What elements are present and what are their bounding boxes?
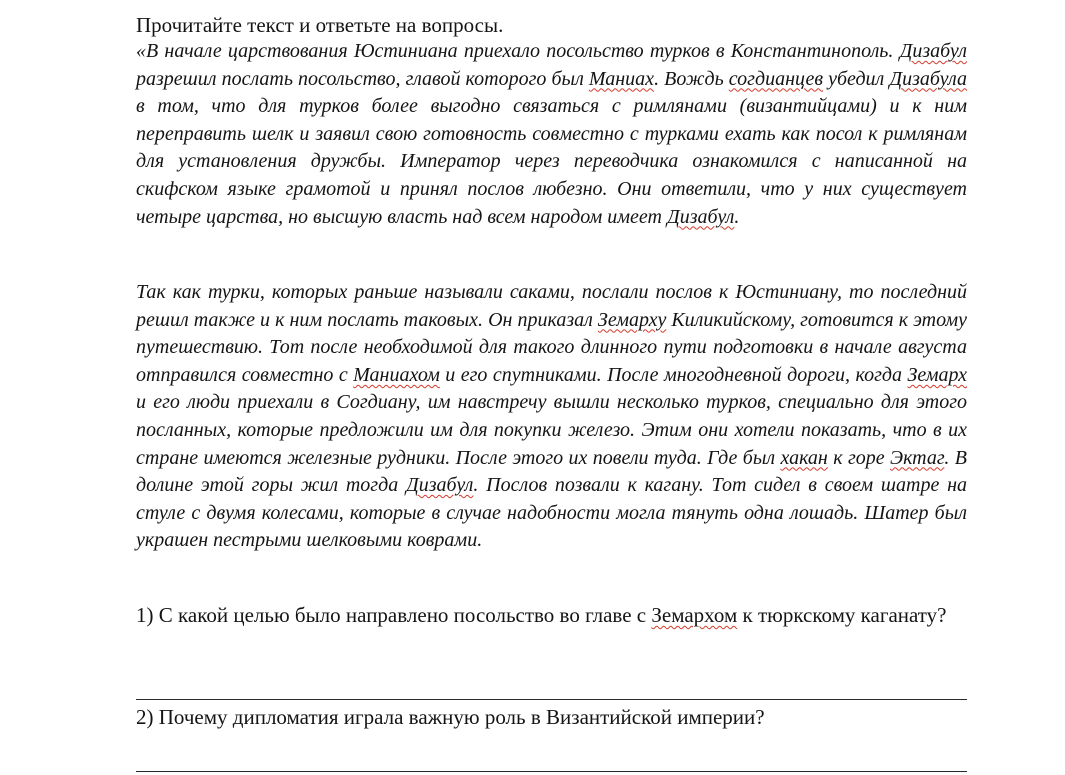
spellcheck-flagged-word: Земархом	[651, 603, 738, 627]
text-run: . Послов позвали к кагану. Тот сидел в своем шатре на стуле с двумя колесами, которые в случае надобности могла тянуть одна лошадь. Шатер был украшен пестрыми шелковыми коврами.	[136, 474, 968, 552]
question-2	[136, 703, 967, 731]
question-1	[136, 601, 967, 629]
text-run: 1) С какой целью было направлено посольство во главе с	[136, 603, 652, 627]
spellcheck-flagged-word: Маниахом	[353, 363, 440, 386]
text-run: к тюркскому каганату?	[737, 603, 947, 627]
spellcheck-flagged-word: Дизабул	[899, 40, 967, 62]
answer-line-2	[136, 771, 967, 772]
text-paragraph-2	[136, 279, 967, 555]
text-run: в том, что для турков более выгодно связаться с римлянами (византийцами) и к ним переправить шелк и заявил свою готовность совместно с турками ехать как посол к римлянам для установления дружбы. Император через переводчика ознакомился с написанной на скифском языке грамотой и принял послов любезно. Они ответили, что у них существует четыре царства, но высшую власть над всем народом имеет	[136, 95, 967, 228]
text-run: Так как турки, которых раньше называли саками, послали послов к Юстиниану, то последний решил также и к ним послать таковых. Он приказал	[136, 281, 967, 331]
text-run: разрешил послать посольство, главой которого был	[136, 67, 589, 90]
text-run: убедил	[823, 67, 890, 90]
spellcheck-flagged-word: Дизабул	[406, 474, 474, 497]
spellcheck-flagged-word: Земарху	[597, 308, 667, 331]
spellcheck-flagged-word: Дизабул	[667, 205, 735, 228]
spellcheck-flagged-word: Маниах	[588, 67, 655, 90]
text-run: и его спутниками. После многодневной дороги, когда	[439, 363, 908, 386]
spellcheck-flagged-word: Земарх	[907, 363, 967, 386]
instruction-heading: Прочитайте текст и ответьте на вопросы.	[136, 13, 504, 37]
answer-line-1	[136, 699, 967, 700]
text-paragraph-1	[136, 38, 967, 231]
spellcheck-flagged-word: согдианцев	[728, 67, 824, 90]
text-run: 2) Почему дипломатия играла важную роль в Византийской империи?	[136, 705, 765, 729]
text-run: к горе	[827, 446, 890, 469]
text-run: Киликийскому, готовится к этому путешествию. Тот после необходимой для такого длинного пути подготовки в начале августа отправился совместно с	[136, 308, 967, 386]
text-run: и его люди приехали в Согдиану, им навстречу вышли несколько турков, специально для этого посланных, которые предложили им для покупки железо. Этим они хотели показать, что в их стране имеются железные рудники. После этого их повели туда. Где был	[136, 391, 967, 469]
text-run: «В начале царствования Юстиниана приехало посольство турков в Константинополь.	[136, 40, 900, 62]
text-run: . В долине этой горы жил тогда	[136, 446, 967, 497]
text-run: . Вождь	[654, 67, 729, 90]
spellcheck-flagged-word: Дизабула	[889, 67, 967, 90]
spellcheck-flagged-word: хакан	[780, 446, 828, 469]
spellcheck-flagged-word: Эктаг	[889, 446, 945, 469]
text-run: .	[734, 205, 740, 228]
